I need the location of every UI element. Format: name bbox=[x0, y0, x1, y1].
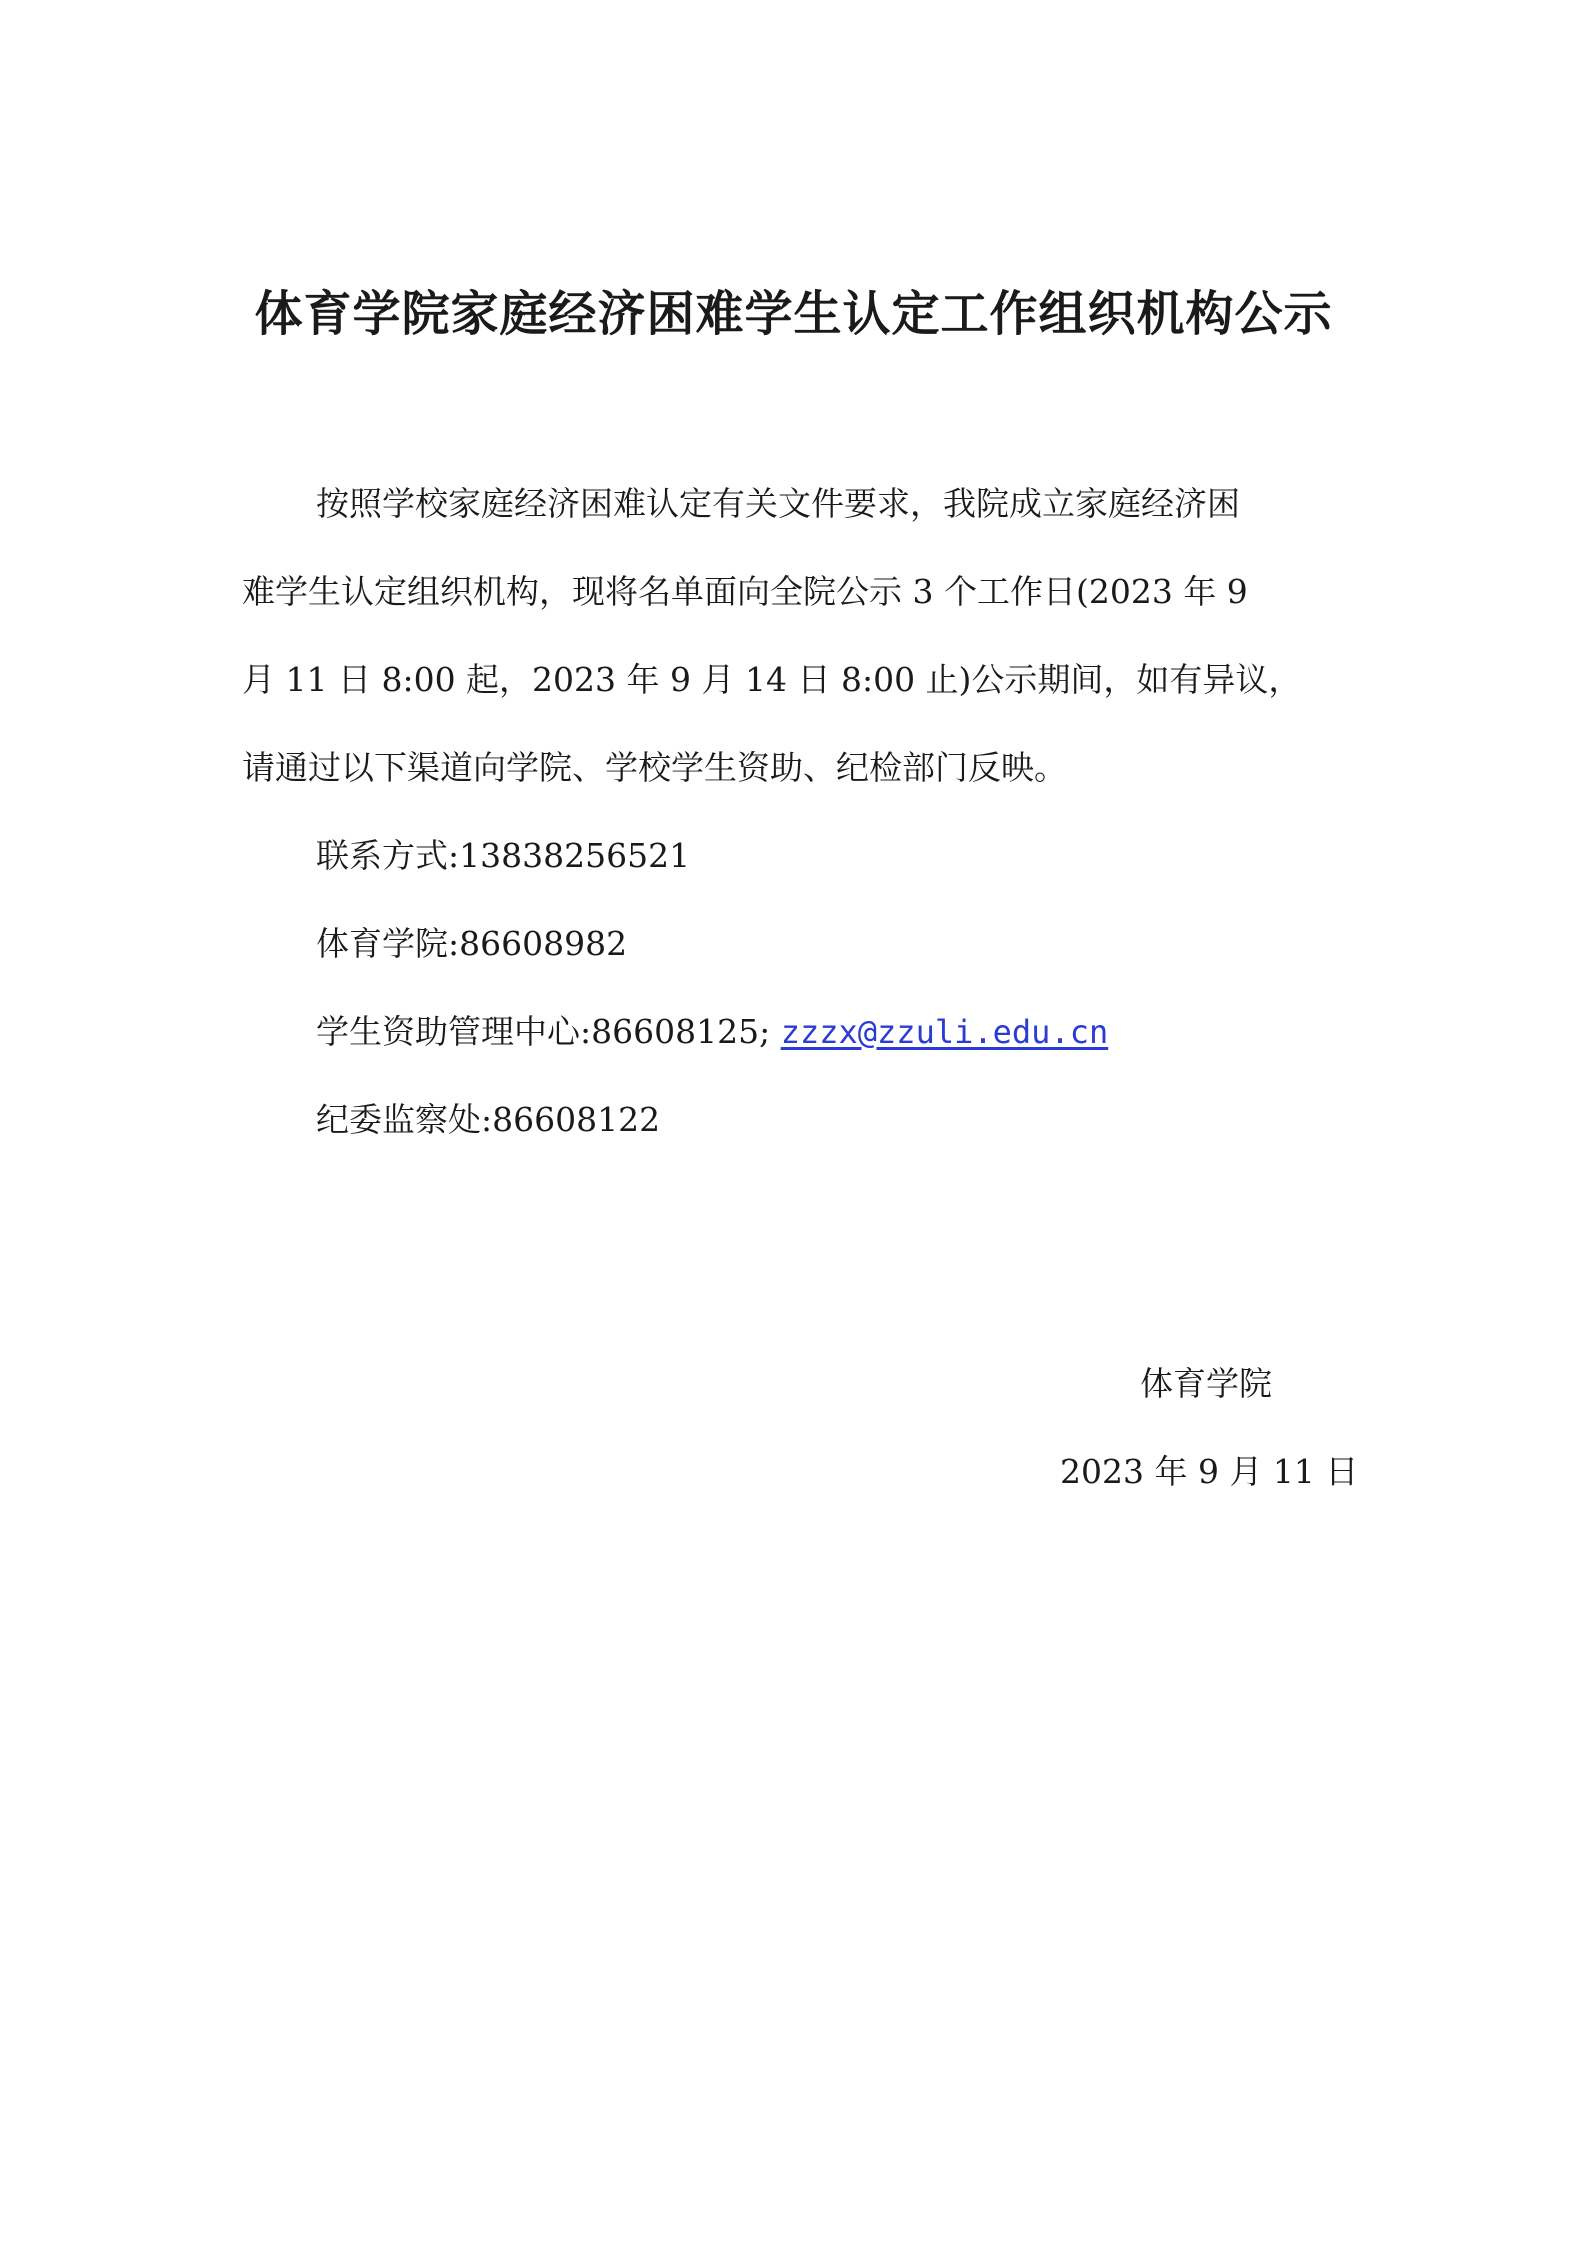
aid-center-email-link[interactable]: zzzx@zzuli.edu.cn bbox=[780, 1013, 1109, 1051]
body-line-4: 请通过以下渠道向学院、学校学生资助、纪检部门反映。 bbox=[242, 748, 1067, 787]
signature-organization: 体育学院 bbox=[1140, 1364, 1272, 1403]
body-line-1: 按照学校家庭经济困难认定有关文件要求，我院成立家庭经济困 bbox=[316, 484, 1240, 523]
signature-date: 2023 年 9 月 11 日 bbox=[1060, 1452, 1359, 1491]
body-line-2: 难学生认定组织机构，现将名单面向全院公示 3 个工作日(2023 年 9 bbox=[242, 572, 1248, 611]
contact-phone-line: 联系方式:13838256521 bbox=[316, 836, 691, 875]
body-line-3: 月 11 日 8:00 起，2023 年 9 月 14 日 8:00 止)公示期间，如有异议， bbox=[242, 660, 1302, 699]
document-title: 体育学院家庭经济困难学生认定工作组织机构公示 bbox=[254, 286, 1333, 342]
aid-center-line bbox=[316, 988, 1108, 1076]
aid-center-phone: 学生资助管理中心:86608125; bbox=[316, 1012, 781, 1051]
pe-college-phone-line: 体育学院:86608982 bbox=[316, 924, 628, 963]
discipline-office-line: 纪委监察处:86608122 bbox=[316, 1100, 661, 1139]
